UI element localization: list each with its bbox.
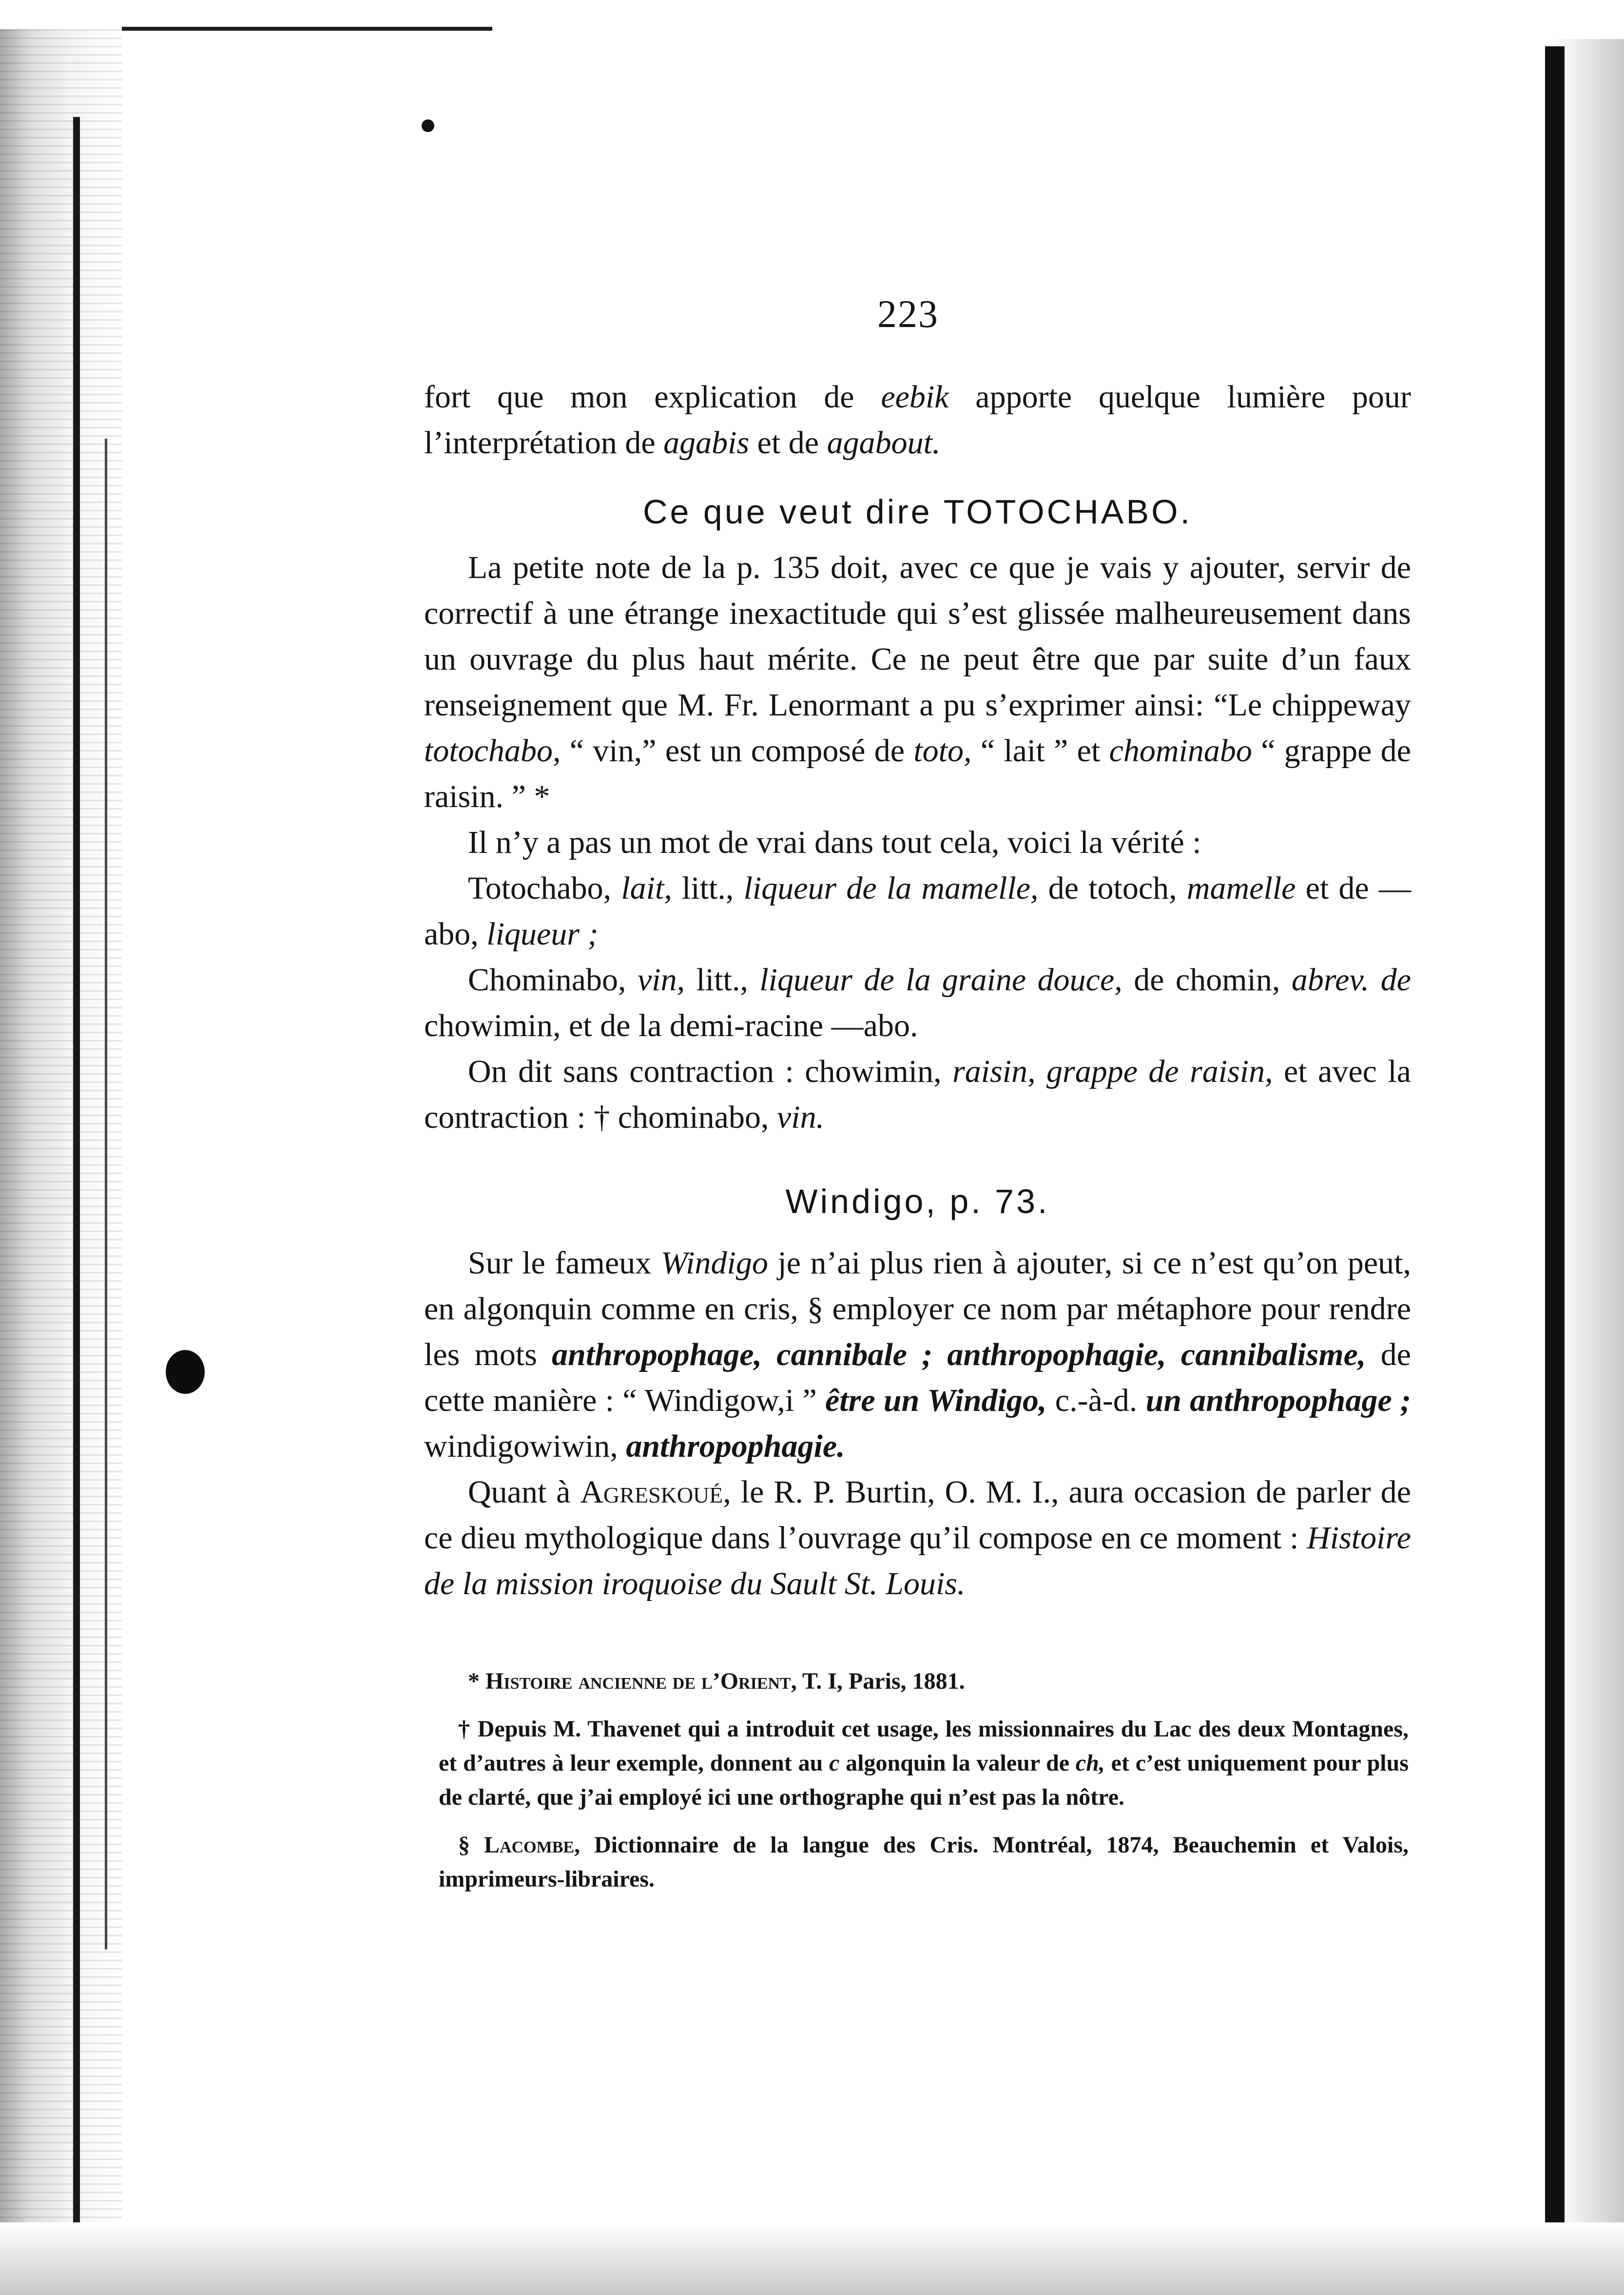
footnote-3 — [439, 1828, 1409, 1896]
small-caps-name: Lacombe, — [484, 1832, 580, 1858]
text-run: apporte quelque lumière pour l’interprétation de — [424, 379, 1411, 461]
text-run: et c’est uniquement pour plus de clarté, que j’ai employé ici une orthographe qui n’est pas la nôtre. — [439, 1750, 1409, 1810]
section1-paragraph-1 — [424, 545, 1411, 820]
text-run: c.-à-d. — [1046, 1383, 1146, 1418]
ink-blot — [166, 1350, 205, 1394]
text-run: et avec la contraction : † chominabo, — [424, 1054, 1411, 1135]
footnote-mark: * — [468, 1668, 485, 1694]
text-run: de totoch, — [1038, 870, 1187, 906]
text-run: et de —abo, — [424, 870, 1411, 952]
text-run: Sur le fameux — [468, 1245, 661, 1281]
scan-binding-line-thin — [105, 439, 107, 1949]
emphasis: anthropophage, cannibale ; anthropophagie, cannibalisme, — [552, 1337, 1366, 1372]
text-run: “ grappe de raisin. ” * — [424, 733, 1411, 814]
text-run: † Depuis M. Thavenet qui a introduit cet usage, les missionnaires du Lac des deux Montagnes, et d’autres à leur exemple, donnent au — [439, 1716, 1409, 1776]
emphasis: liqueur de la graine douce, — [759, 962, 1122, 998]
text-run: T. I, Paris, 1881. — [796, 1668, 965, 1694]
emphasis: vin, — [637, 962, 685, 998]
section-heading-windigo: Windigo, p. 73. — [785, 1182, 1050, 1220]
emphasis: Windigo — [660, 1245, 768, 1281]
emphasis: agabout. — [827, 425, 941, 461]
text-run: Quant à — [468, 1474, 580, 1510]
emphasis: anthropophagie. — [626, 1428, 845, 1464]
emphasis: chominabo — [1109, 733, 1252, 769]
ink-dot — [422, 119, 434, 132]
section-heading-totochabo: Ce que veut dire TOTOCHABO. — [642, 493, 1193, 531]
emphasis: un anthropophage ; — [1145, 1383, 1411, 1418]
text-run: “ vin,” est un composé de — [561, 733, 914, 769]
intro-paragraph — [424, 374, 1411, 466]
text-run: fort que mon explication de — [424, 379, 881, 415]
emphasis: être un Windigo, — [825, 1383, 1047, 1418]
text-run: On dit sans contraction : chowimin, — [468, 1054, 953, 1089]
emphasis: liqueur de la mamelle, — [743, 870, 1039, 906]
scan-margin-left — [0, 29, 122, 2271]
emphasis: lait, — [621, 870, 672, 906]
emphasis: c — [829, 1750, 840, 1776]
text-run: Chominabo, — [468, 962, 638, 998]
section1-paragraph-3 — [424, 866, 1411, 957]
section1-body — [424, 545, 1411, 1140]
footnote-mark: § — [458, 1832, 484, 1858]
text-run: chowimin, et de la demi-racine —abo. — [424, 1008, 918, 1043]
emphasis: mamelle — [1186, 870, 1296, 906]
text-run: de chomin, — [1122, 962, 1292, 998]
section2-paragraph-1 — [424, 1240, 1411, 1469]
emphasis: raisin, grappe de raisin, — [952, 1054, 1273, 1089]
section2-body — [424, 1240, 1411, 1607]
emphasis: ch, — [1075, 1750, 1105, 1776]
emphasis: vin. — [776, 1099, 825, 1135]
text-run: Totochabo, — [468, 870, 621, 906]
scan-edge-bar — [1545, 46, 1565, 2278]
small-caps-name: Agreskoué, — [580, 1474, 731, 1510]
text-run: Dictionnaire de la langue des Cris. Montréal, 1874, Beauchemin et Valois, imprimeurs-libraires. — [439, 1832, 1409, 1892]
small-caps-title: Histoire ancienne de l’Orient, — [485, 1668, 797, 1694]
emphasis: agabis — [663, 425, 750, 461]
text-run: et de — [749, 425, 827, 461]
emphasis: liqueur ; — [486, 916, 599, 952]
footnote-2 — [439, 1712, 1409, 1814]
page-number: 223 — [877, 293, 939, 336]
scan-binding-line — [73, 117, 80, 2242]
text-run: je n’ai plus rien à ajouter, si ce n’est qu’on peut, en algonquin comme en cris, § employer ce nom par métaphore pour rendre les mots — [424, 1245, 1411, 1372]
emphasis: eebik — [881, 379, 949, 415]
text-run: windigowiwin, — [424, 1428, 626, 1464]
text-run: La petite note de la p. 135 doit, avec ce que je vais y ajouter, servir de correctif à une étrange inexactitude qui s’est glissée malheureusement dans un ouvrage du plus haut mérite. Ce ne peut être que par suite d’un faux renseignement que M. Fr. Lenormant a pu s’exprimer ainsi: “Le chippeway — [424, 550, 1411, 723]
footnotes — [439, 1664, 1409, 1910]
text-run: de cette manière : “ Windigow,i ” — [424, 1337, 1411, 1418]
text-run: litt., — [672, 870, 744, 906]
emphasis: Histoire de la mission iroquoise du Sault St. Louis. — [424, 1520, 1411, 1601]
text-run: “ lait ” et — [971, 733, 1109, 769]
intro-text — [424, 374, 1411, 466]
text-run: litt., — [685, 962, 760, 998]
emphasis: toto, — [913, 733, 972, 769]
section1-paragraph-5 — [424, 1049, 1411, 1140]
scan-bottom-edge — [0, 2222, 1624, 2295]
text-run: le R. P. Burtin, O. M. I., aura occasion de parler de ce dieu mythologique dans l’ouvrage qu’il compose en ce moment : — [424, 1474, 1411, 1556]
footnote-1 — [439, 1664, 1409, 1698]
section1-paragraph-4 — [424, 957, 1411, 1049]
scan-top-edge — [122, 27, 492, 31]
emphasis: abrev. de — [1291, 962, 1411, 998]
section2-paragraph-2 — [424, 1469, 1411, 1607]
section1-paragraph-2: Il n’y a pas un mot de vrai dans tout cela, voici la vérité : — [468, 825, 1201, 860]
emphasis: totochabo, — [424, 733, 561, 769]
text-run: algonquin la valeur de — [839, 1750, 1076, 1776]
